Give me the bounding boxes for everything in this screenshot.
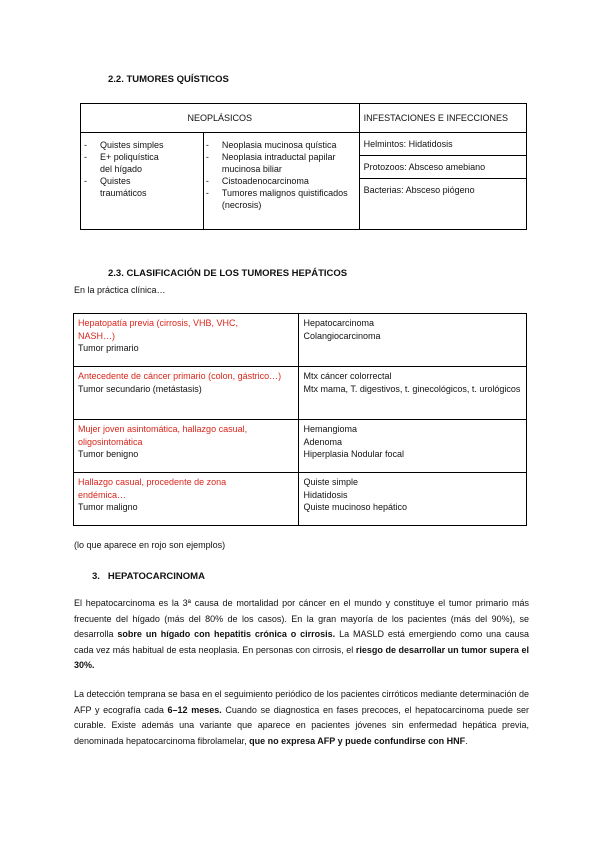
bold-run: 6–12 meses. [167,704,222,715]
liver-tumor-classification-table [73,313,527,526]
table-row [74,314,527,367]
bold-run: sobre un hígado con hepatitis crónica o cirrosis. [117,629,336,639]
text-run: Cuando se diagnostica en fases precoces, el hepatocarcinoma puede ser curable. Existe además una variante que aparece en pacientes jóvenes sin enfermedad hepática previa, denominada hepatocarcinoma fibrolamelar, [74,704,530,746]
red-example: Antecedente de cáncer primario (colon, gástrico…) [78,371,282,381]
tumor-type: Tumor primario [78,343,139,353]
section-2-3-intro: En la práctica clínica… [74,285,166,295]
table-cell [299,367,527,420]
cystic-tumors-table [80,103,527,230]
table-cell [299,314,527,367]
list-item: - Tumores malignos quistificados (necrosis) [204,187,353,211]
list-item: - Neoplasia mucinosa quística [204,139,353,151]
table-note: (lo que aparece en rojo son ejemplos) [74,540,226,550]
example-line: Hemangioma [303,424,358,434]
table-row [74,420,527,473]
example-line: Adenoma [303,436,343,447]
list-item: - E+ poliquística del hígado [82,151,202,175]
red-example: Hepatopatía previa (cirrosis, VHB, VHC, NASH…) [78,318,239,341]
example-line: Hidatidosis [303,489,348,500]
text-run: El hepatocarcinoma es la 3ª causa de mortalidad por cáncer en el mundo y constituye el tumor primario más frecuente del hígado (más del 80% de los casos). En la gran mayoría de los pacientes (más del 90%), se desarrolla [74,598,529,639]
example-line: Mtx mama, T. digestivos, t. ginecológicos, t. urológicos [303,383,521,394]
text-run: La detección temprana se basa en el seguimiento periódico de los pacientes cirróticos mediante determinación de AFP y ecografía cada [74,689,529,715]
example-line: Mtx cáncer colorrectal [303,371,392,381]
example-line: Colangiocarcinoma [303,330,381,341]
col1-list [82,139,202,199]
paragraph-1 [74,596,529,674]
example-line: Hiperplasia Nodular focal [303,449,405,459]
red-example: Hallazgo casual, procedente de zona endémica… [78,477,227,500]
example-line: Hepatocarcinoma [303,318,375,328]
tumor-type: Tumor secundario (metástasis) [78,383,202,394]
table-cell [74,314,299,367]
example-line: Quiste simple [303,477,359,487]
neoplasicos-header: NEOPLÁSICOS [81,104,360,133]
infect-item: Protozoos: Absceso amebiano [359,156,526,179]
table-cell [299,473,527,526]
list-item: - Quistes simples [82,139,202,151]
paragraph-2 [74,687,529,749]
tumor-type: Tumor maligno [78,502,138,512]
section-3-title: 3. HEPATOCARCINOMA [92,571,205,582]
list-item: - Neoplasia intraductal papilar mucinosa biliar [204,151,353,175]
bold-run: riesgo de desarrollar un tumor supera el 30%. [74,644,529,670]
bold-run: que no expresa AFP y puede confundirse con HNF [249,735,466,746]
red-example: Mujer joven asintomática, hallazgo casual, oligosintomática [78,424,248,447]
table-row [74,367,527,420]
col1-cell [81,133,204,230]
table-cell [74,420,299,473]
table-cell [74,367,299,420]
list-item: - Quistes traumáticos [82,175,202,199]
example-line: Quiste mucinoso hepático [303,502,408,512]
text-run: La MASLD está emergiendo como una causa cada vez más habitual de esta neoplasia. En personas con cirrosis, el [74,629,530,655]
infestaciones-header: INFESTACIONES E INFECCIONES [359,104,526,133]
table-cell [299,420,527,473]
section-2-3-title: 2.3. CLASIFICACIÓN DE LOS TUMORES HEPÁTICOS [108,268,348,279]
table-cell [74,473,299,526]
col2-list [204,139,353,211]
tumor-type: Tumor benigno [78,449,139,459]
table-row [74,473,527,526]
infect-item: Helmintos: Hidatidosis [359,133,526,156]
section-2-2-title: 2.2. TUMORES QUÍSTICOS [108,74,229,85]
list-item: - Cistoadenocarcinoma [204,175,353,187]
infect-item: Bacterias: Absceso piógeno [359,179,526,230]
col2-cell [203,133,359,230]
text-run: . [465,735,468,746]
